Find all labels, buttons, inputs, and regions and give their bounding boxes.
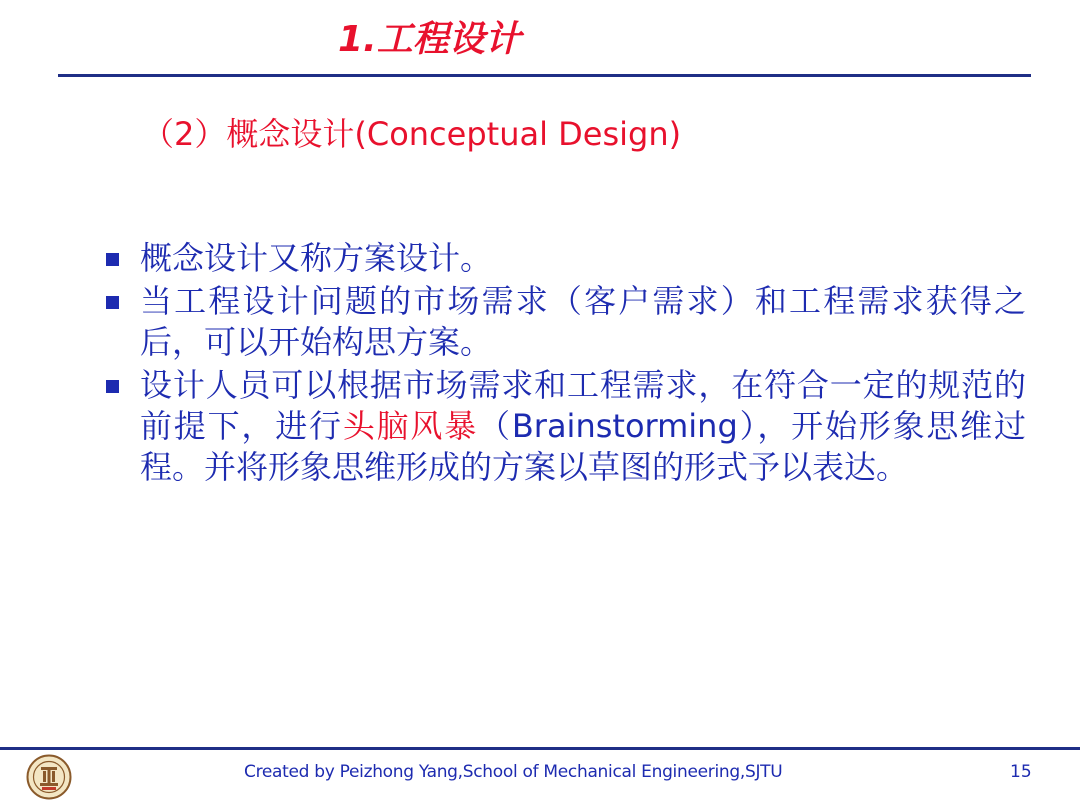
latin-term: Brainstorming — [511, 407, 738, 445]
title-divider — [58, 74, 1031, 77]
square-bullet-icon — [106, 380, 119, 393]
section-subtitle: （2）概念设计(Conceptual Design) — [142, 115, 682, 153]
bullet-text: 当工程设计问题的市场需求（客户需求）和工程需求获得之后，可以开始构思方案。 — [140, 282, 1026, 361]
page-number: 15 — [1010, 762, 1032, 782]
footer-divider — [0, 747, 1080, 750]
square-bullet-icon — [106, 253, 119, 266]
footer-credit: Created by Peizhong Yang,School of Mechanical Engineering,SJTU — [244, 762, 783, 782]
bullet-item — [96, 238, 1026, 279]
bullet-text-part3: ），开始形象思维过程。并将形象思维形成的方案以草图的形式予以表达。 — [140, 407, 1026, 486]
bullet-text-part2: （ — [478, 407, 512, 445]
highlight-term: 头脑风暴 — [342, 407, 479, 445]
bullet-text-part1: 设计人员可以根据市场需求和工程需求，在符合一定的规范的前提下，进行 — [140, 366, 1026, 445]
square-bullet-icon — [106, 296, 119, 309]
bullet-item — [96, 281, 1026, 363]
sjtu-seal-icon — [26, 754, 72, 800]
slide-title: 1.工程设计 — [338, 19, 521, 60]
bullet-text: 概念设计又称方案设计。 — [140, 239, 493, 277]
bullet-item — [96, 365, 1026, 488]
bullet-list — [96, 238, 1026, 490]
